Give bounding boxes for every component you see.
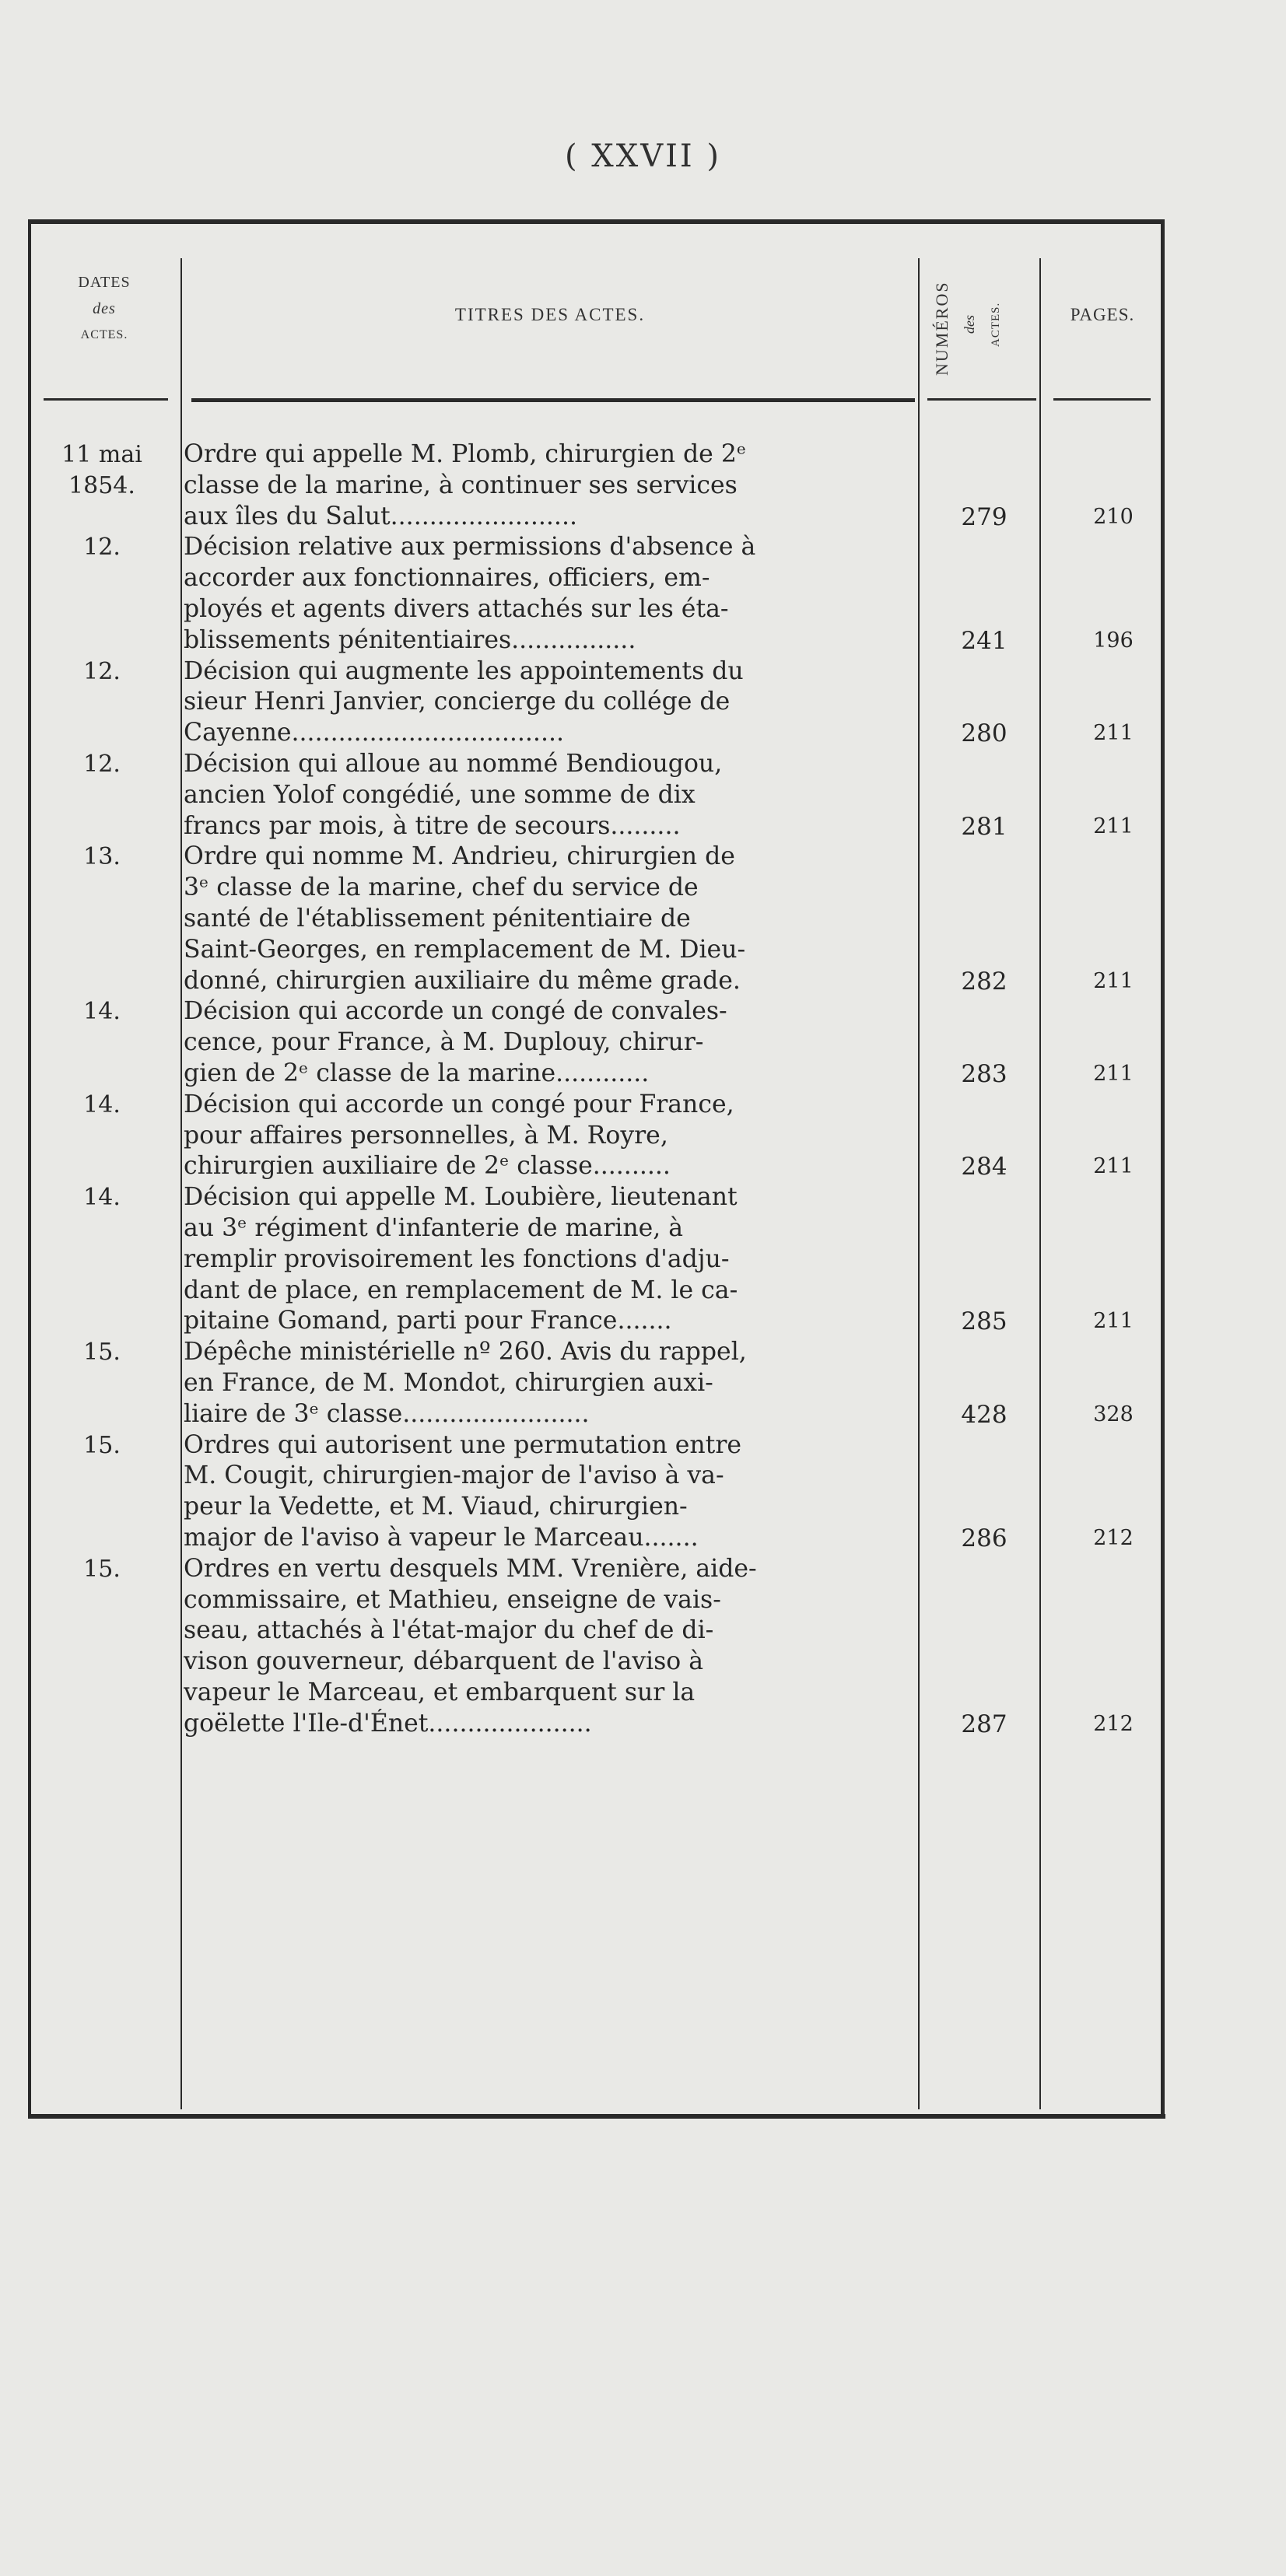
header-titles: TITRES DES ACTES.: [454, 305, 646, 324]
row-title-line: Cayenne...................................: [184, 719, 564, 747]
row-act-number: 280: [961, 719, 1007, 748]
row-date-line: 14.: [83, 1090, 121, 1118]
row-title-line: remplir provisoirement les fonctions d'adju-: [184, 1244, 730, 1273]
row-title-line: dant de place, en remplacement de M. le ca-: [184, 1276, 738, 1304]
row-act-number: 283: [961, 1059, 1007, 1088]
row-date-line: 14.: [83, 998, 121, 1026]
row-title: [184, 1337, 938, 1430]
row-title-line: vison gouverneur, débarquent de l'aviso à: [184, 1647, 704, 1676]
row-title-line: cence, pour France, à M. Duplouy, chirur-: [184, 1028, 704, 1057]
row-date: [28, 532, 176, 563]
table-row: [28, 1090, 1164, 1182]
row-title-line: Saint-Georges, en remplacement de M. Dieu-: [184, 935, 746, 964]
row-title-line: ancien Yolof congédié, une somme de dix: [184, 780, 696, 809]
row-act-number: 281: [961, 812, 1007, 841]
row-date-line: 12.: [83, 657, 121, 685]
row-page-number: 328: [1093, 1402, 1134, 1426]
row-title: [184, 996, 938, 1089]
row-title-line: major de l'aviso à vapeur le Marceau.......: [184, 1523, 699, 1552]
header-dates: DATES des ACTES.: [78, 274, 131, 341]
row-title-line: pour affaires personnelles, à M. Royre,: [184, 1121, 668, 1150]
row-page-number: 210: [1093, 504, 1134, 529]
row-title-line: Décision qui accorde un congé de convales-: [184, 997, 727, 1026]
row-act-number: 286: [961, 1524, 1007, 1552]
table-row: [28, 656, 1164, 749]
table-row: [28, 749, 1164, 842]
row-date: [28, 1554, 176, 1585]
row-title-line: Décision relative aux permissions d'absence à: [184, 533, 756, 562]
row-title: [184, 439, 938, 532]
row-title-line: blissements pénitentiaires................: [184, 625, 636, 654]
row-title-line: en France, de M. Mondot, chirurgien auxi-: [184, 1368, 713, 1397]
table-row: [28, 439, 1164, 532]
row-page-number: 211: [1093, 721, 1134, 746]
row-date: [28, 656, 176, 688]
row-page-number: 211: [1093, 1309, 1134, 1334]
row-title-line: Décision qui appelle M. Loubière, lieutenant: [184, 1183, 738, 1212]
row-act-number: 428: [961, 1400, 1007, 1429]
row-page-number: 212: [1093, 1711, 1134, 1736]
table-row: [28, 1554, 1164, 1740]
row-title-line: Dépêche ministérielle nº 260. Avis du rappel,: [184, 1338, 747, 1367]
row-title-line: Ordres qui autorisent une permutation entre: [184, 1430, 742, 1459]
row-title-line: 3ᵉ classe de la marine, chef du service de: [184, 873, 699, 902]
header-rule-titles: [191, 398, 915, 402]
row-page-number: 212: [1093, 1525, 1134, 1550]
table-row: [28, 996, 1164, 1089]
row-act-number: 279: [961, 502, 1007, 531]
table-row: [28, 532, 1164, 656]
row-title-line: accorder aux fonctionnaires, officiers, em-: [184, 564, 710, 593]
header-numeros: NUMÉROS: [932, 281, 951, 376]
header-numeros-des: des: [962, 315, 977, 334]
row-title-line: Ordre qui nomme M. Andrieu, chirurgien de: [184, 842, 735, 871]
table-row: [28, 1430, 1164, 1554]
row-date-line: 11 mai: [61, 441, 142, 468]
header-rule-dates: [44, 398, 168, 401]
row-title-line: aux îles du Salut........................: [184, 502, 577, 530]
row-date-line: 15.: [83, 1339, 121, 1367]
row-act-number: 287: [961, 1710, 1007, 1738]
row-title-line: commissaire, et Mathieu, enseigne de vais-: [184, 1585, 721, 1614]
row-title-line: Décision qui augmente les appointements du: [184, 656, 744, 685]
header-rule-numeros: [927, 398, 1036, 401]
row-title-line: gien de 2ᵉ classe de la marine............: [184, 1059, 650, 1087]
row-title: [184, 749, 938, 842]
row-title-line: liaire de 3ᵉ classe........................: [184, 1399, 590, 1428]
row-title-line: seau, attachés à l'état-major du chef de di-: [184, 1616, 714, 1645]
row-page-number: 211: [1093, 968, 1134, 993]
row-date-line: 12.: [83, 751, 121, 778]
row-act-number: 284: [961, 1153, 1007, 1181]
row-date-line: 15.: [83, 1431, 121, 1459]
row-title-line: goëlette l'Ile-d'Énet.....................: [184, 1709, 592, 1738]
row-date: [28, 749, 176, 780]
row-date: [28, 1430, 176, 1461]
row-title-line: classe de la marine, à continuer ses services: [184, 471, 738, 499]
row-page-number: 211: [1093, 1154, 1134, 1179]
row-title: [184, 1554, 938, 1740]
row-date-line: 1854.: [68, 472, 135, 499]
row-date: [28, 842, 176, 873]
row-title: [184, 1090, 938, 1182]
row-page-number: 211: [1093, 814, 1134, 838]
row-title-line: donné, chirurgien auxiliaire du même grade.: [184, 966, 741, 995]
row-title-line: Ordres en vertu desquels MM. Vrenière, aide-: [184, 1554, 757, 1583]
row-act-number: 285: [961, 1307, 1007, 1336]
table-row: [28, 842, 1164, 996]
row-title-line: ployés et agents divers attachés sur les éta-: [184, 594, 729, 623]
row-title-line: Décision qui accorde un congé pour France,: [184, 1090, 734, 1118]
row-date: [28, 1182, 176, 1213]
bottom-rule: [28, 2114, 1165, 2119]
row-title: [184, 656, 938, 749]
row-act-number: 241: [961, 626, 1007, 655]
row-date: [28, 1337, 176, 1368]
row-page-number: 196: [1093, 628, 1134, 653]
header-numeros-actes: ACTES.: [990, 302, 1002, 347]
row-title-line: peur la Vedette, et M. Viaud, chirurgien-: [184, 1493, 688, 1521]
row-act-number: 282: [961, 967, 1007, 996]
row-page-number: 211: [1093, 1061, 1134, 1086]
row-title: [184, 1182, 938, 1337]
header-pages: PAGES.: [1070, 305, 1135, 324]
row-title-line: M. Cougit, chirurgien-major de l'aviso à va-: [184, 1461, 724, 1490]
row-date-line: 13.: [83, 843, 121, 871]
page-number: ( XXVII ): [564, 138, 722, 174]
row-title-line: santé de l'établissement pénitentiaire de: [184, 904, 691, 933]
index-table: [28, 219, 1164, 2576]
row-title-line: francs par mois, à titre de secours.........: [184, 811, 681, 840]
row-title-line: vapeur le Marceau, et embarquent sur la: [184, 1678, 696, 1706]
row-date: [28, 439, 176, 502]
row-date-line: 12.: [83, 534, 121, 562]
row-date: [28, 1090, 176, 1121]
table-row: [28, 1337, 1164, 1430]
row-title-line: sieur Henri Janvier, concierge du collége de: [184, 688, 731, 716]
table-row: [28, 1182, 1164, 1337]
row-title-line: pitaine Gomand, parti pour France.......: [184, 1307, 672, 1335]
row-title-line: chirurgien auxiliaire de 2ᵉ classe..........: [184, 1152, 671, 1181]
row-title-line: Ordre qui appelle M. Plomb, chirurgien de 2ᵉ: [184, 440, 747, 468]
row-title: [184, 1430, 938, 1554]
row-date-line: 15.: [83, 1555, 121, 1583]
row-title-line: Décision qui alloue au nommé Bendiougou,: [184, 750, 723, 778]
row-date: [28, 996, 176, 1027]
header-rule-pages: [1053, 398, 1151, 401]
row-title-line: au 3ᵉ régiment d'infanterie de marine, à: [184, 1213, 684, 1242]
top-rule: [28, 219, 1164, 224]
row-date-line: 14.: [83, 1184, 121, 1212]
row-title: [184, 842, 938, 996]
row-title: [184, 532, 938, 656]
